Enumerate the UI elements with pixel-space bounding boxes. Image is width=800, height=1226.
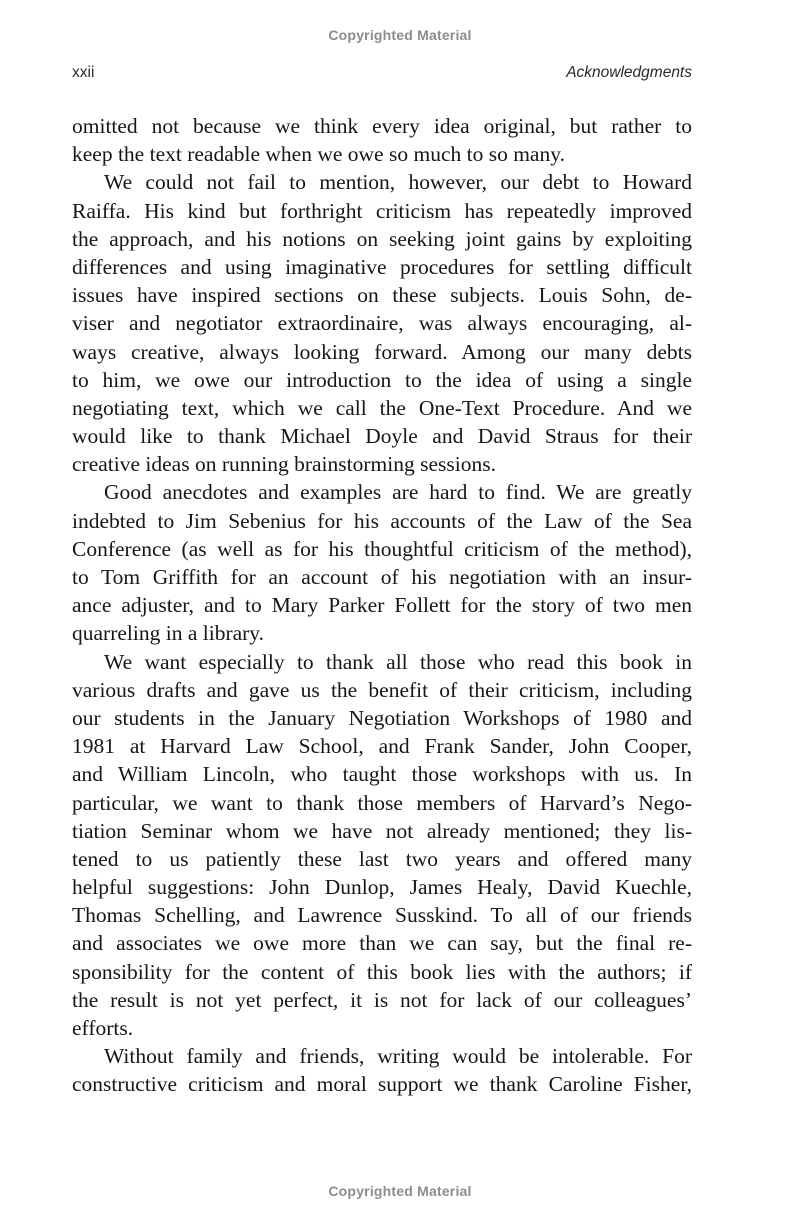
text-line: issues have inspired sections on these subjects. Louis Sohn, de- bbox=[72, 283, 692, 308]
text-line: differences and using imaginative procedures for settling difficult bbox=[72, 254, 692, 279]
paragraph bbox=[72, 1042, 692, 1098]
text-line: Good anecdotes and examples are hard to find. We are greatly bbox=[104, 480, 692, 505]
text-line: We could not fail to mention, however, our debt to Howard bbox=[104, 170, 692, 195]
paragraph bbox=[72, 648, 692, 1043]
text-line: constructive criticism and moral support we thank Caroline Fisher, bbox=[72, 1072, 692, 1097]
paragraph bbox=[72, 168, 692, 478]
text-line: the result is not yet perfect, it is not for lack of our colleagues’ bbox=[72, 987, 692, 1012]
running-head bbox=[72, 64, 692, 86]
copyright-watermark-top: Copyrighted Material bbox=[328, 27, 472, 43]
text-line: Without family and friends, writing would be intolerable. For bbox=[104, 1044, 692, 1069]
text-line: keep the text readable when we owe so much to so many. bbox=[72, 142, 565, 167]
text-line: and associates we owe more than we can say, but the final re- bbox=[72, 931, 692, 956]
text-line: to Tom Griffith for an account of his negotiation with an insur- bbox=[72, 565, 692, 589]
text-line: omitted not because we think every idea original, but rather to bbox=[72, 114, 692, 138]
text-line: particular, we want to thank those members of Harvard’s Nego- bbox=[72, 790, 692, 815]
text-line: sponsibility for the content of this book lies with the authors; if bbox=[72, 959, 692, 984]
text-line: would like to thank Michael Doyle and David Straus for their bbox=[72, 424, 692, 449]
text-line: to him, we owe our introduction to the idea of using a single bbox=[72, 367, 692, 392]
text-line: 1981 at Harvard Law School, and Frank Sander, John Cooper, bbox=[72, 734, 692, 759]
text-line: helpful suggestions: John Dunlop, James Healy, David Kuechle, bbox=[72, 875, 692, 900]
text-line: our students in the January Negotiation Workshops of 1980 and bbox=[72, 705, 692, 730]
text-line: quarreling in a library. bbox=[72, 621, 265, 646]
text-line: efforts. bbox=[72, 1016, 134, 1040]
text-line: Thomas Schelling, and Lawrence Susskind. To all of our friends bbox=[72, 903, 692, 928]
text-line: viser and negotiator extraordinaire, was always encouraging, al- bbox=[72, 311, 692, 336]
text-line: tened to us patiently these last two years and offered many bbox=[72, 846, 692, 871]
paragraph bbox=[72, 478, 692, 647]
body-text bbox=[72, 112, 692, 1099]
text-line: tiation Seminar whom we have not already mentioned; they lis- bbox=[72, 818, 692, 843]
page-number: xxii bbox=[72, 64, 95, 81]
section-title: Acknowledgments bbox=[566, 64, 692, 81]
paragraph bbox=[72, 112, 692, 168]
text-line: Raiffa. His kind but forthright criticism has repeatedly improved bbox=[72, 198, 692, 223]
text-line: creative ideas on running brainstorming sessions. bbox=[72, 452, 496, 477]
text-line: indebted to Jim Sebenius for his accounts of the Law of the Sea bbox=[72, 508, 692, 533]
text-line: Conference (as well as for his thoughtful criticism of the method), bbox=[72, 536, 692, 561]
text-line: We want especially to thank all those who read this book in bbox=[104, 649, 692, 674]
text-line: ways creative, always looking forward. Among our many debts bbox=[72, 339, 692, 364]
text-line: and William Lincoln, who taught those workshops with us. In bbox=[72, 762, 692, 787]
text-line: the approach, and his notions on seeking joint gains by exploiting bbox=[72, 226, 692, 251]
text-line: negotiating text, which we call the One-Text Procedure. And we bbox=[72, 395, 692, 420]
text-line: ance adjuster, and to Mary Parker Follett for the story of two men bbox=[72, 593, 692, 618]
copyright-watermark-bottom: Copyrighted Material bbox=[328, 1183, 472, 1199]
text-line: various drafts and gave us the benefit of their criticism, including bbox=[72, 677, 692, 702]
